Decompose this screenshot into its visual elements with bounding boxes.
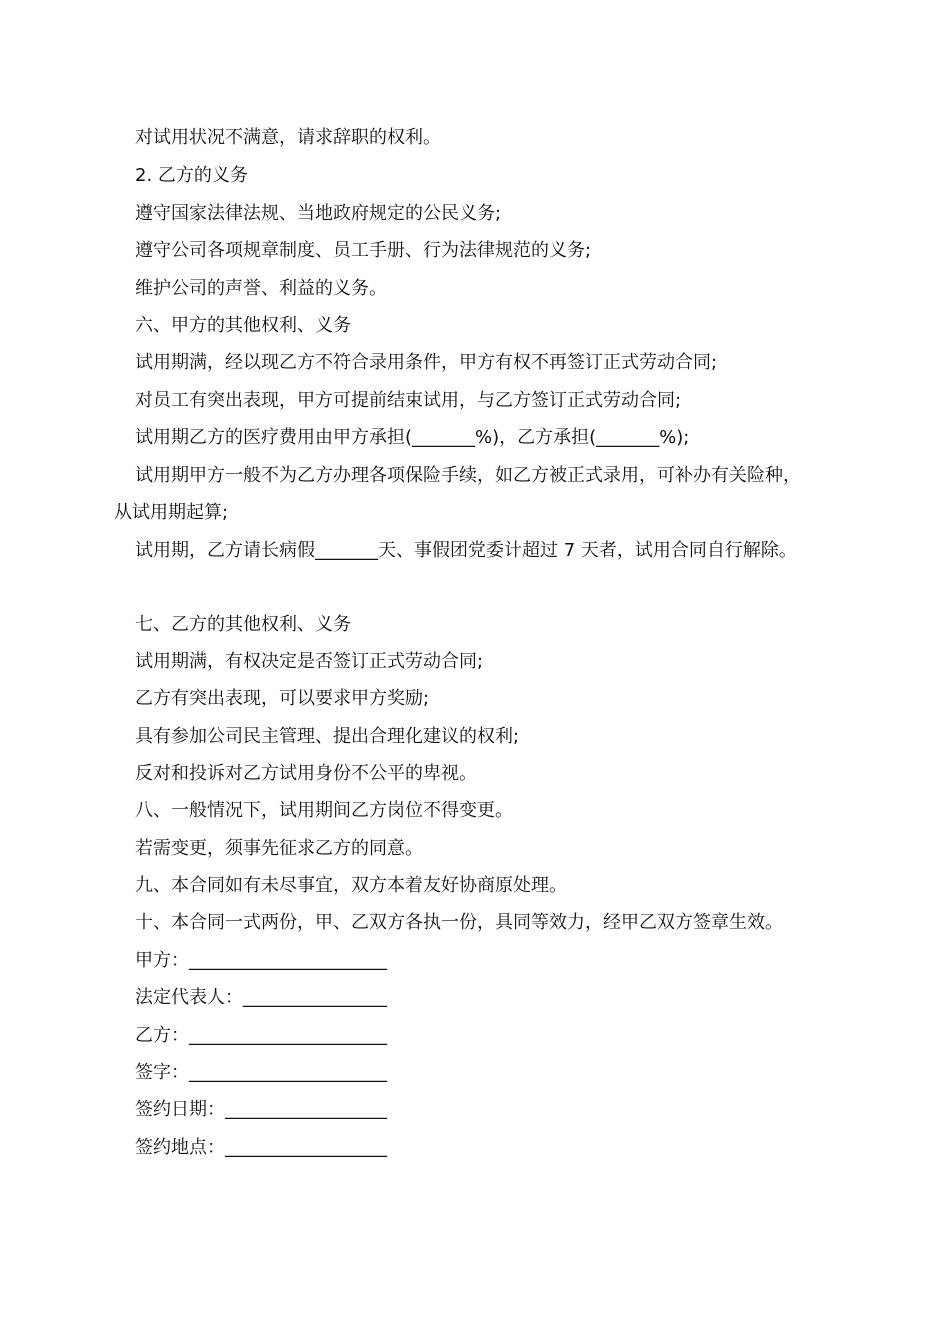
party-b-field: 乙方：______________________ [135,1025,387,1046]
paragraph-line: 试用期，乙方请长病假_______天、事假团党委计超过 7 天者，试用合同自行解除。 [135,540,797,561]
paragraph-line: 对员工有突出表现，甲方可提前结束试用，与乙方签订正式劳动合同; [135,390,682,411]
paragraph-line: 试用期甲方一般不为乙方办理各项保险手续，如乙方被正式录用，可补办有关险种， [135,465,801,486]
paragraph-line: 乙方有突出表现，可以要求甲方奖励; [135,688,430,709]
paragraph-line: 维护公司的声誉、利益的义务。 [135,278,387,299]
paragraph-line: 若需变更，须事先征求乙方的同意。 [135,838,423,859]
section-heading: 八、一般情况下，试用期间乙方岗位不得变更。 [135,800,513,821]
paragraph-line: 从试用期起算; [114,502,229,523]
paragraph-line: 遵守公司各项规章制度、员工手册、行为法律规范的义务; [135,240,592,261]
sign-place-field: 签约地点：__________________ [135,1137,387,1158]
paragraph-line: 反对和投诉对乙方试用身份不公平的卑视。 [135,763,477,784]
paragraph-line: 对试用状况不满意，请求辞职的权利。 [135,127,441,148]
paragraph-line: 具有参加公司民主管理、提出合理化建议的权利; [135,726,520,747]
signature-field: 签字：______________________ [135,1062,387,1083]
sign-date-field: 签约日期：__________________ [135,1099,387,1120]
paragraph-line: 试用期满，有权决定是否签订正式劳动合同; [135,651,484,672]
section-heading: 十、本合同一式两份，甲、乙双方各执一份，具同等效力，经甲乙双方签章生效。 [135,912,783,933]
paragraph-line: 试用期乙方的医疗费用由甲方承担(_______%)，乙方承担(_______%); [135,427,690,448]
paragraph-line: 遵守国家法律法规、当地政府规定的公民义务; [135,203,502,224]
section-heading: 2. 乙方的义务 [135,165,248,186]
section-heading: 六、甲方的其他权利、义务 [135,315,351,336]
legal-rep-field: 法定代表人：________________ [135,987,387,1008]
paragraph-line: 试用期满，经以现乙方不符合录用条件，甲方有权不再签订正式劳动合同; [135,352,718,373]
section-heading: 七、乙方的其他权利、义务 [135,614,351,635]
section-heading: 九、本合同如有未尽事宜，双方本着友好协商原处理。 [135,875,567,896]
party-a-field: 甲方：______________________ [135,950,387,971]
